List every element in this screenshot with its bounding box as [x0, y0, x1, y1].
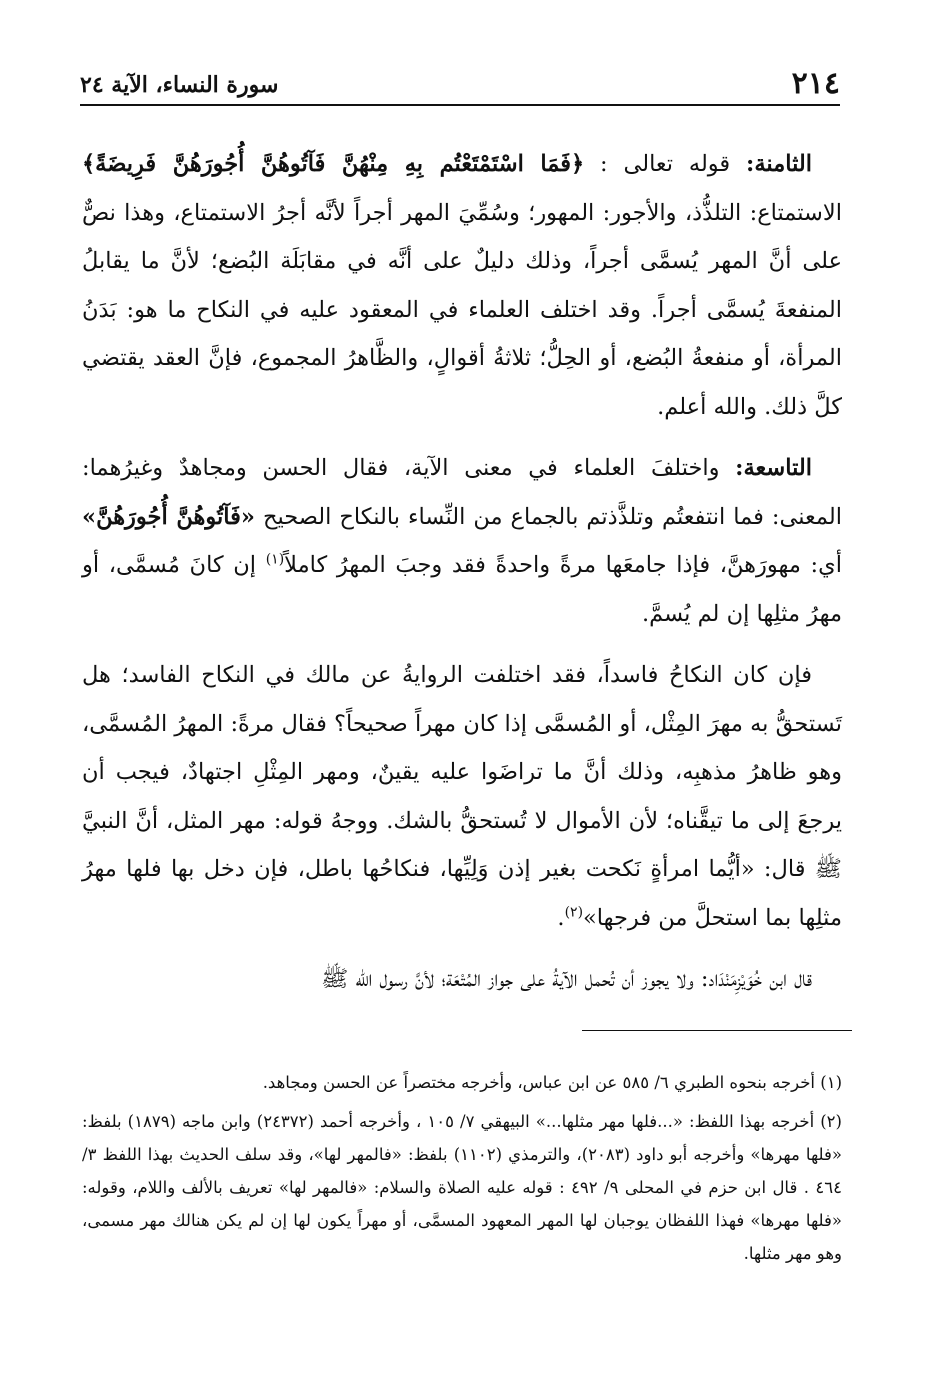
- quran-quote: «فَآتُوهُنَّ أُجُورَهُنَّ»: [82, 503, 255, 530]
- paragraph-text: واختلفَ العلماء في معنى الآية، فقال الحسن ومجاهدٌ وغيرُهما: المعنى: فما انتفعتُم وتلذَّذتم بالجماع من النِّساء بالنكاح الصحيح: [82, 455, 843, 530]
- paragraph-text: فإن كان النكاحُ فاسداً، فقد اختلفت الروايةُ عن مالك في النكاح الفاسد؛ هل تَستحقُّ به مهرَ المِثْل، أو المُسمَّى إذا كان مهراً صحيحاً؟ فقال مرةً: المهرُ المُسمَّى، وهو ظاهرُ مذهبِه، وذلك أنَّ ما تراضَوا عليه يقينٌ، ومهر المِثْلِ اجتهادٌ، فيجب أن يرجعَ إلى ما تيقَّناه؛ لأن الأموال لا تُستحقُّ بالشك. ووجهُ قوله: مهر المثل، أنَّ النبيَّ ﷺ قال: «أيُّما امرأةٍ نَكحت بغير إذن وَلِيِّها، فنكاحُها باطل، فإن دخل بها فلها مهرُ مثلِها بما استحلَّ من فرجها»: [82, 662, 842, 931]
- paragraph-lead: التاسعة:: [735, 455, 812, 481]
- footnote-marker[interactable]: (٢): [564, 904, 584, 920]
- footnote-2: (٢) أخرجه بهذا اللفظ: «...فلها مهر مثلها...» البيهقي ٧/ ١٠٥ ، وأخرجه أحمد (٢٤٣٧٢) وابن ماجه (١٨٧٩) بلفظ: «فلها مهرها» وأخرجه أبو داود (٢٠٨٣)، والترمذي (١١٠٢) بلفظ: «فالمهر لها»، وقد سلف الحديث بهذا اللفظ ٣/ ٤٦٤ . قال ابن حزم في المحلى ٩/ ٤٩٢ : قوله عليه الصلاة والسلام: «فالمهر لها» تعريف بالألف واللام، وقوله: «فلها مهرها» فهذا اللفظان يوجبان لها المهر المعهود المسمَّى، أو مهراً يكون لها إن لم يكن هنالك مهر مسمى، وهو مهر مثلها.: [82, 1112, 842, 1263]
- page-number: ٢١٤: [791, 66, 840, 101]
- footnote-divider: [582, 1030, 852, 1031]
- running-title: سورة النساء، الآية ٢٤: [80, 72, 279, 98]
- paragraph-text: .: [557, 904, 565, 931]
- paragraph-fasid-marriage: [82, 651, 842, 942]
- quran-verse: ﴿فَمَا اسْتَمْتَعْتُم بِهِ مِنْهُنَّ فَآتُوهُنَّ أُجُورَهُنَّ فَرِيضَةً﴾: [82, 151, 585, 177]
- footnotes: [82, 1066, 842, 1276]
- main-text: [82, 140, 842, 1017]
- paragraph-lead: الثامنة:: [746, 151, 812, 177]
- paragraph-text: الاستمتاع: التلذُّذ، والأجور: المهور؛ وسُمِّيَ المهر أجراً لأنَّه أجرُ الاستمتاع، وهذا نصٌّ على أنَّ المهر يُسمَّى أجراً، وذلك دليلٌ على أنَّه في مقابَلَة البُضع؛ لأنَّ ما يقابلُ المنفعةَ يُسمَّى أجراً. وقد اختلف العلماء في المعقود عليه في النكاح ما هو: بَدَنُ المرأة، أو منفعةُ البُضع، أو الحِلُّ؛ ثلاثةُ أقوالٍ، والظَّاهرُ المجموع، فإنَّ العقد يقتضي كلَّ ذلك. والله أعلم.: [82, 199, 842, 420]
- paragraph-text: قال ابن خُوَيْزِمَنْدَاد: ولا يجوز أن تُحمل الآيةُ على جواز المُتْعَة؛ لأنَّ رسول الله ﷺ: [321, 966, 812, 992]
- paragraph-ibn-khuwayzmandad: [82, 955, 842, 1004]
- footnote-1: (١) أخرجه بنحوه الطبري ٦/ ٥٨٥ عن ابن عباس، وأخرجه مختصراً عن الحسن ومجاهد.: [262, 1073, 842, 1092]
- paragraph-text: أي: مهورَهنَّ، فإذا جامعَها مرةً واحدةً فقد وجبَ المهرُ كاملاً: [284, 552, 842, 578]
- paragraph-text: إن كانَ مُسمَّى، أو مهرُ مثلِها إن لم يُسمَّ.: [82, 552, 842, 627]
- paragraph-text: قوله تعالى :: [584, 151, 747, 177]
- paragraph-ninth: [82, 444, 842, 638]
- page-header: [80, 64, 840, 106]
- footnote-marker[interactable]: (١): [265, 551, 285, 568]
- paragraph-eighth: [82, 140, 842, 431]
